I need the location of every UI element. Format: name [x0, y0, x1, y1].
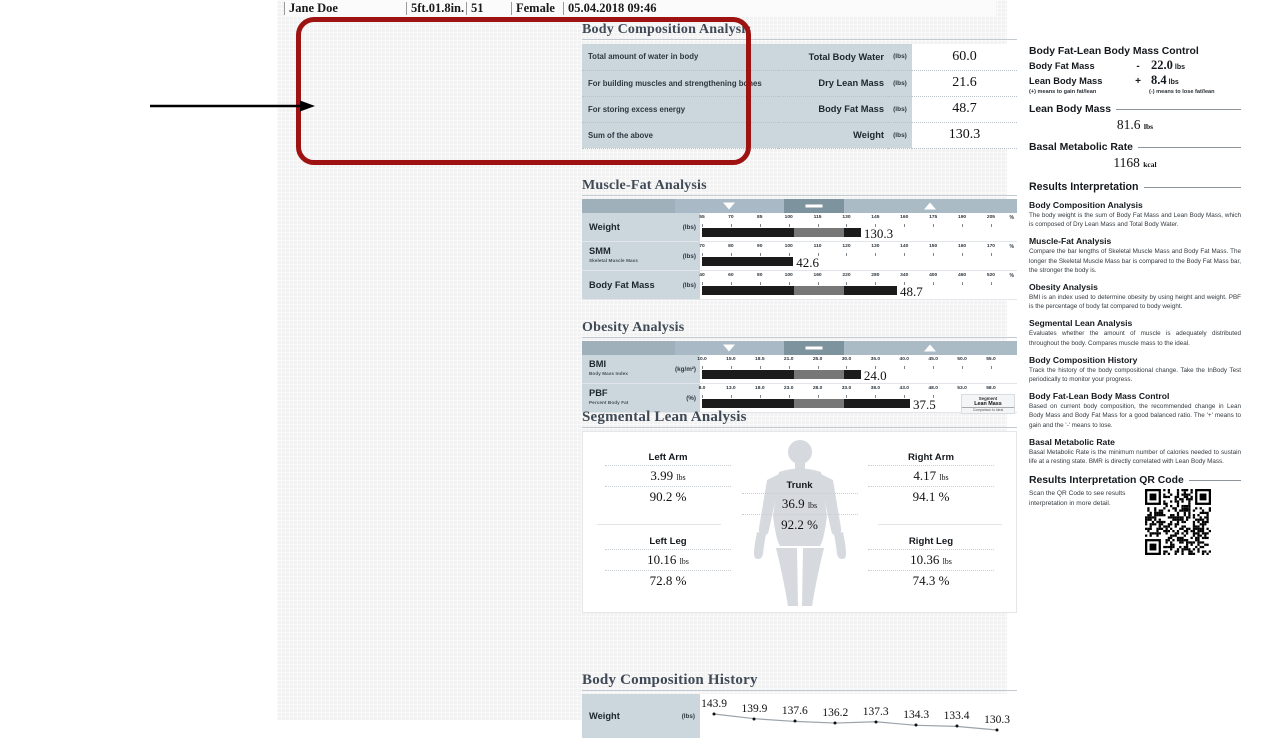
obesity-bar-chart	[582, 341, 1017, 413]
history-data-point	[955, 725, 958, 728]
qr-code-panel	[1029, 475, 1241, 555]
muscle-fat-analysis-panel	[582, 178, 1017, 300]
tick-label: 35.0	[870, 357, 881, 362]
over-zone	[844, 341, 1017, 355]
bar-metric-unit: (lbs)	[682, 223, 696, 231]
segmental-lean-analysis-title: Segmental Lean Analysis	[582, 410, 1017, 428]
history-data-label: 134.3	[903, 709, 930, 722]
interpretation-heading: Body Fat-Lean Body Mass Control	[1029, 391, 1170, 402]
bar-row-bmi	[582, 355, 1017, 384]
row-label: Total Body Water	[778, 44, 888, 70]
bar-row-weight	[582, 213, 1017, 242]
qr-title: Results Interpretation QR Code	[1029, 475, 1241, 486]
bar-tick-labels	[699, 244, 1014, 253]
interpretation-text: Compare the bar lengths of Skeletal Muscle Mass and Body Fat Mass. The longer the Skeletal Muscle Mass bar is compared to the Body Fat Mass bar, the stronger the body is.	[1029, 248, 1241, 274]
right-column	[1029, 46, 1241, 555]
minus-sign: -	[1136, 61, 1140, 72]
tick-label: 55.0	[986, 357, 996, 362]
zone-header	[582, 199, 1017, 213]
history-data-point	[874, 720, 877, 723]
bar-metric-sub: Body Mass Index	[589, 371, 629, 376]
interpretation-text: Evaluates whether the amount of muscle is adequately distributed throughout the body. Compares muscle mass to the ideal.	[1029, 330, 1241, 347]
bar-metric-unit: (kg/m²)	[675, 365, 696, 373]
bar-tick-labels	[699, 215, 1014, 224]
tick-label: 190	[957, 215, 967, 220]
history-data-label: 137.3	[862, 705, 889, 718]
row-unit: (lbs)	[888, 122, 912, 148]
tick-label: 80	[728, 244, 734, 249]
qr-code-icon[interactable]	[1145, 489, 1211, 555]
history-row-label: Weight (lbs)	[582, 694, 700, 738]
tick-label: 100	[784, 215, 793, 220]
history-data-label: 133.4	[943, 710, 970, 723]
muscle-fat-bar-chart	[582, 199, 1017, 300]
tick-label: 55	[699, 215, 705, 220]
dash-icon	[805, 347, 822, 350]
body-fat-mass-row	[582, 96, 1017, 122]
segment-label: Right Arm	[907, 452, 954, 463]
history-data-label: 136.2	[822, 707, 849, 720]
bar-metric-unit: (lbs)	[682, 281, 696, 289]
tick-label: 205	[986, 215, 996, 220]
obesity-analysis-panel	[582, 320, 1017, 413]
lean-body-mass-title: Lean Body Mass	[1029, 104, 1241, 115]
row-description: For building muscles and strengthening bones	[582, 70, 778, 96]
tick-label: 30.0	[841, 357, 852, 362]
tick-label: 50.0	[957, 357, 967, 362]
history-data-point	[915, 724, 918, 727]
control-row-body-fat-mass: Body Fat Mass - 22.0 lbs	[1029, 58, 1185, 72]
bar-metric-name: BMI Body Mass Index	[589, 359, 628, 379]
tick-label: 13.0	[726, 386, 736, 391]
bar-metric-sub: Percent Body Fat	[589, 400, 629, 405]
bar-graph	[702, 255, 1003, 270]
tick-label: 160	[957, 244, 967, 249]
segment-left-arm	[593, 452, 743, 505]
tick-label: 18.0	[755, 386, 765, 391]
segment-mass: 3.99 lbs	[650, 468, 686, 483]
results-interpretation-title: Results Interpretation	[1029, 181, 1241, 193]
history-weight-row	[582, 694, 1017, 738]
table-row	[582, 44, 1017, 70]
patient-gender: Female	[511, 1, 563, 16]
segment-label: Left Arm	[648, 452, 688, 463]
tick-label: 33.0	[841, 386, 852, 391]
inbody-result-sheet	[277, 0, 1241, 726]
legend-line-3: Comparison to ideal	[972, 408, 1004, 412]
results-interpretation-panel	[1029, 181, 1241, 466]
row-unit: (lbs)	[888, 96, 912, 122]
under-zone	[675, 199, 784, 213]
tick-label: 340	[900, 273, 909, 278]
percent-unit: %	[1009, 244, 1014, 250]
muscle-fat-analysis-title: Muscle-Fat Analysis	[582, 178, 1017, 196]
zone-header	[582, 341, 1017, 355]
tick-label: 58.0	[986, 386, 996, 391]
row-unit: (lbs)	[888, 44, 912, 70]
history-data-label: 139.9	[741, 702, 768, 715]
patient-height: 5ft.01.8in.	[406, 1, 466, 16]
bar-row-body-fat-mass	[582, 271, 1017, 300]
percent-unit: %	[1009, 273, 1014, 279]
tick-label: 280	[871, 273, 880, 278]
over-zone	[844, 199, 1017, 213]
interpretation-heading: Body Composition History	[1029, 354, 1138, 365]
weight-history-line-chart	[700, 694, 1017, 738]
tick-label: 175	[929, 215, 938, 220]
body-fat-lean-control-panel	[1029, 46, 1241, 95]
bar-metric-unit: (%)	[686, 394, 696, 402]
patient-age: 51	[466, 1, 511, 16]
body-composition-analysis-table	[582, 44, 1017, 149]
table-row	[582, 122, 1017, 148]
chevron-down-icon	[723, 345, 735, 352]
interpretation-heading: Basal Metabolic Rate	[1029, 436, 1115, 447]
segment-right-arm	[856, 452, 1006, 505]
tick-label: 60	[728, 273, 734, 278]
interpretation-text: BMI is an index used to determine obesity by using height and weight. PBF is the percentage of body fat compared to body weight.	[1029, 294, 1241, 311]
segment-lean-mass-legend	[961, 394, 1015, 414]
interpretation-heading: Obesity Analysis	[1029, 282, 1098, 293]
history-data-point	[793, 720, 796, 723]
tick-label: 90	[757, 244, 763, 249]
interpretation-heading: Body Composition Analysis	[1029, 200, 1143, 210]
history-data-point	[713, 713, 716, 716]
segment-mass: 10.16 lbs	[647, 552, 689, 567]
body-composition-history-panel	[582, 673, 1017, 738]
tick-label: 15.0	[726, 357, 736, 362]
row-value: 21.6	[912, 70, 1017, 96]
row-label: Dry Lean Mass	[778, 70, 888, 96]
bar-tick-labels	[698, 386, 1003, 395]
bmr-title: Basal Metabolic Rate	[1029, 142, 1241, 153]
row-unit: (lbs)	[888, 70, 912, 96]
tick-label: 460	[957, 273, 967, 278]
segment-left-leg	[593, 536, 743, 589]
tick-label: 120	[842, 244, 851, 249]
bar-value: 48.7	[900, 284, 923, 299]
basal-metabolic-rate-panel	[1029, 142, 1241, 171]
tick-label: 85	[757, 215, 763, 220]
bar-metric-unit: (lbs)	[682, 252, 696, 260]
qr-description: Scan the QR Code to see results interpretation in more detail.	[1029, 490, 1126, 507]
tick-label: 100	[784, 244, 793, 249]
row-description: Sum of the above	[582, 122, 778, 148]
segment-percent: 94.1 %	[912, 489, 950, 504]
segment-label: Trunk	[786, 480, 813, 491]
tick-label: 70	[728, 215, 734, 220]
segment-mass: 10.36 lbs	[910, 552, 952, 567]
tick-label: 150	[929, 244, 938, 249]
chevron-up-icon	[924, 345, 936, 352]
bar-metric-name: Weight	[589, 222, 620, 232]
tick-label: 400	[929, 273, 938, 278]
tick-label: 160	[813, 273, 822, 278]
row-description: For storing excess energy	[582, 96, 778, 122]
tick-label: 140	[900, 244, 909, 249]
interpretation-text: Track the history of the body compositional change. Take the InBody Test periodically to monitor your progress.	[1029, 366, 1241, 384]
bar-row-label	[582, 242, 700, 270]
control-row-lean-body-mass: Lean Body Mass + 8.4 lbs	[1029, 73, 1179, 87]
interpretation-list	[1029, 200, 1241, 466]
bmr-value: 1168 kcal	[1113, 155, 1157, 170]
bar-row-label	[582, 271, 700, 299]
tick-label: 130	[842, 215, 851, 220]
lean-body-mass-panel	[1029, 104, 1241, 133]
normal-zone	[784, 199, 844, 213]
bar-graph	[702, 284, 1003, 299]
tick-label: 145	[871, 215, 880, 220]
dash-icon	[805, 205, 822, 208]
normal-zone	[784, 341, 844, 355]
segment-right-leg	[856, 536, 1006, 589]
row-label: Weight	[778, 122, 888, 148]
legend-line-2: Lean Mass	[962, 401, 1014, 408]
tick-label: 18.5	[755, 357, 765, 362]
tick-label: 110	[813, 244, 822, 249]
bar-value: 24.0	[863, 368, 887, 383]
tick-label: 45.0	[928, 357, 938, 362]
tick-label: 70	[699, 244, 705, 249]
tick-label: 43.0	[899, 386, 910, 391]
tick-label: 40	[699, 273, 705, 278]
tick-label: 53.0	[957, 386, 967, 391]
segment-mass: 36.9 lbs	[781, 496, 818, 511]
segment-label: Left Leg	[649, 536, 687, 547]
test-datetime: 05.04.2018 09:46	[563, 1, 657, 16]
bar-tick-labels	[697, 357, 1003, 366]
history-data-label: 137.6	[781, 705, 808, 718]
bar-value: 130.3	[863, 226, 894, 241]
tick-label: 8.0	[698, 386, 706, 391]
control-note: (+) means to gain fat/lean (-) means to lose fat/lean	[1029, 89, 1215, 95]
row-value: 48.7	[912, 96, 1017, 122]
bar-value: 42.6	[796, 255, 820, 270]
interpretation-heading: Segmental Lean Analysis	[1029, 318, 1133, 329]
row-description: Total amount of water in body	[582, 44, 778, 70]
history-data-label: 143.9	[701, 698, 727, 710]
segment-mass: 4.17 lbs	[913, 468, 949, 483]
tick-label: 38.0	[870, 386, 881, 391]
interpretation-text: Based on current body composition, the recommended change in Lean Body Mass and Body Fat Mass for a good balanced ratio. The '+' means to gain and the '-' means to lose.	[1029, 403, 1241, 429]
obesity-analysis-title: Obesity Analysis	[582, 320, 1017, 338]
bar-value: 37.5	[913, 397, 936, 412]
bar-metric-name: Body Fat Mass	[589, 280, 655, 290]
legend-line-1: Segment	[978, 396, 998, 401]
bar-metric-name: PBF Percent Body Fat	[589, 388, 628, 408]
segment-percent: 72.8 %	[649, 573, 687, 588]
interpretation-text: The body weight is the sum of Body Fat Mass and Lean Body Mass, which is composed of Dry Lean Mass and Total Body Water.	[1029, 212, 1241, 229]
arrow-annotation	[150, 100, 315, 112]
bar-metric-name: SMM Skeletal Muscle Mass	[589, 246, 638, 266]
tick-label: 25.0	[812, 357, 823, 362]
tick-label: 23.0	[783, 386, 794, 391]
bar-graph	[702, 226, 1003, 241]
tick-label: 48.0	[928, 386, 938, 391]
under-zone	[675, 341, 784, 355]
chevron-up-icon	[924, 203, 936, 210]
interpretation-text: Basal Metabolic Rate is the minimum number of calories needed to sustain life at a resting state. BMR is directly correlated with Lean Body Mass.	[1029, 448, 1241, 466]
tick-label: 10.0	[697, 357, 707, 362]
body-composition-history-title: Body Composition History	[582, 673, 1017, 691]
tick-label: 170	[986, 244, 996, 249]
history-data-point	[834, 722, 837, 725]
body-composition-analysis-panel	[582, 22, 1017, 149]
bar-row-label	[582, 384, 700, 412]
segment-label: Right Leg	[908, 536, 954, 547]
bar-row-label	[582, 213, 700, 241]
tick-label: 21.0	[783, 357, 794, 362]
tick-label: 160	[900, 215, 909, 220]
percent-unit: %	[1009, 215, 1014, 221]
bar-row-label	[582, 355, 700, 383]
segment-percent: 92.2 %	[781, 517, 818, 532]
bar-metric-sub: Skeletal Muscle Mass	[589, 258, 638, 263]
bar-graph	[702, 368, 1003, 383]
patient-identity-bar	[284, 0, 996, 16]
tick-label: 80	[757, 273, 763, 278]
row-value: 130.3	[912, 122, 1017, 148]
segment-percent: 90.2 %	[649, 489, 687, 504]
tick-label: 520	[986, 273, 996, 278]
table-row	[582, 70, 1017, 96]
bar-tick-labels	[699, 273, 1014, 282]
tick-label: 100	[784, 273, 793, 278]
tick-label: 130	[871, 244, 880, 249]
control-title: Body Fat-Lean Body Mass Control	[1029, 46, 1199, 57]
lean-body-mass-value: 81.6 lbs	[1116, 117, 1154, 132]
tick-label: 40.0	[899, 357, 910, 362]
tick-label: 115	[813, 215, 822, 220]
bar-row-smm	[582, 242, 1017, 271]
segment-trunk	[730, 480, 870, 533]
history-data-label: 130.3	[984, 714, 1010, 726]
chevron-down-icon	[723, 203, 735, 210]
segment-percent: 74.3 %	[912, 573, 950, 588]
row-value: 60.0	[912, 44, 1017, 70]
body-composition-analysis-title: Body Composition Analysis	[582, 22, 1017, 40]
plus-sign: +	[1135, 76, 1141, 87]
tick-label: 28.0	[812, 386, 823, 391]
tick-label: 220	[842, 273, 851, 278]
interpretation-heading: Muscle-Fat Analysis	[1029, 236, 1112, 247]
row-label: Body Fat Mass	[778, 96, 888, 122]
patient-name: Jane Doe	[284, 1, 406, 16]
history-data-point	[996, 729, 999, 732]
